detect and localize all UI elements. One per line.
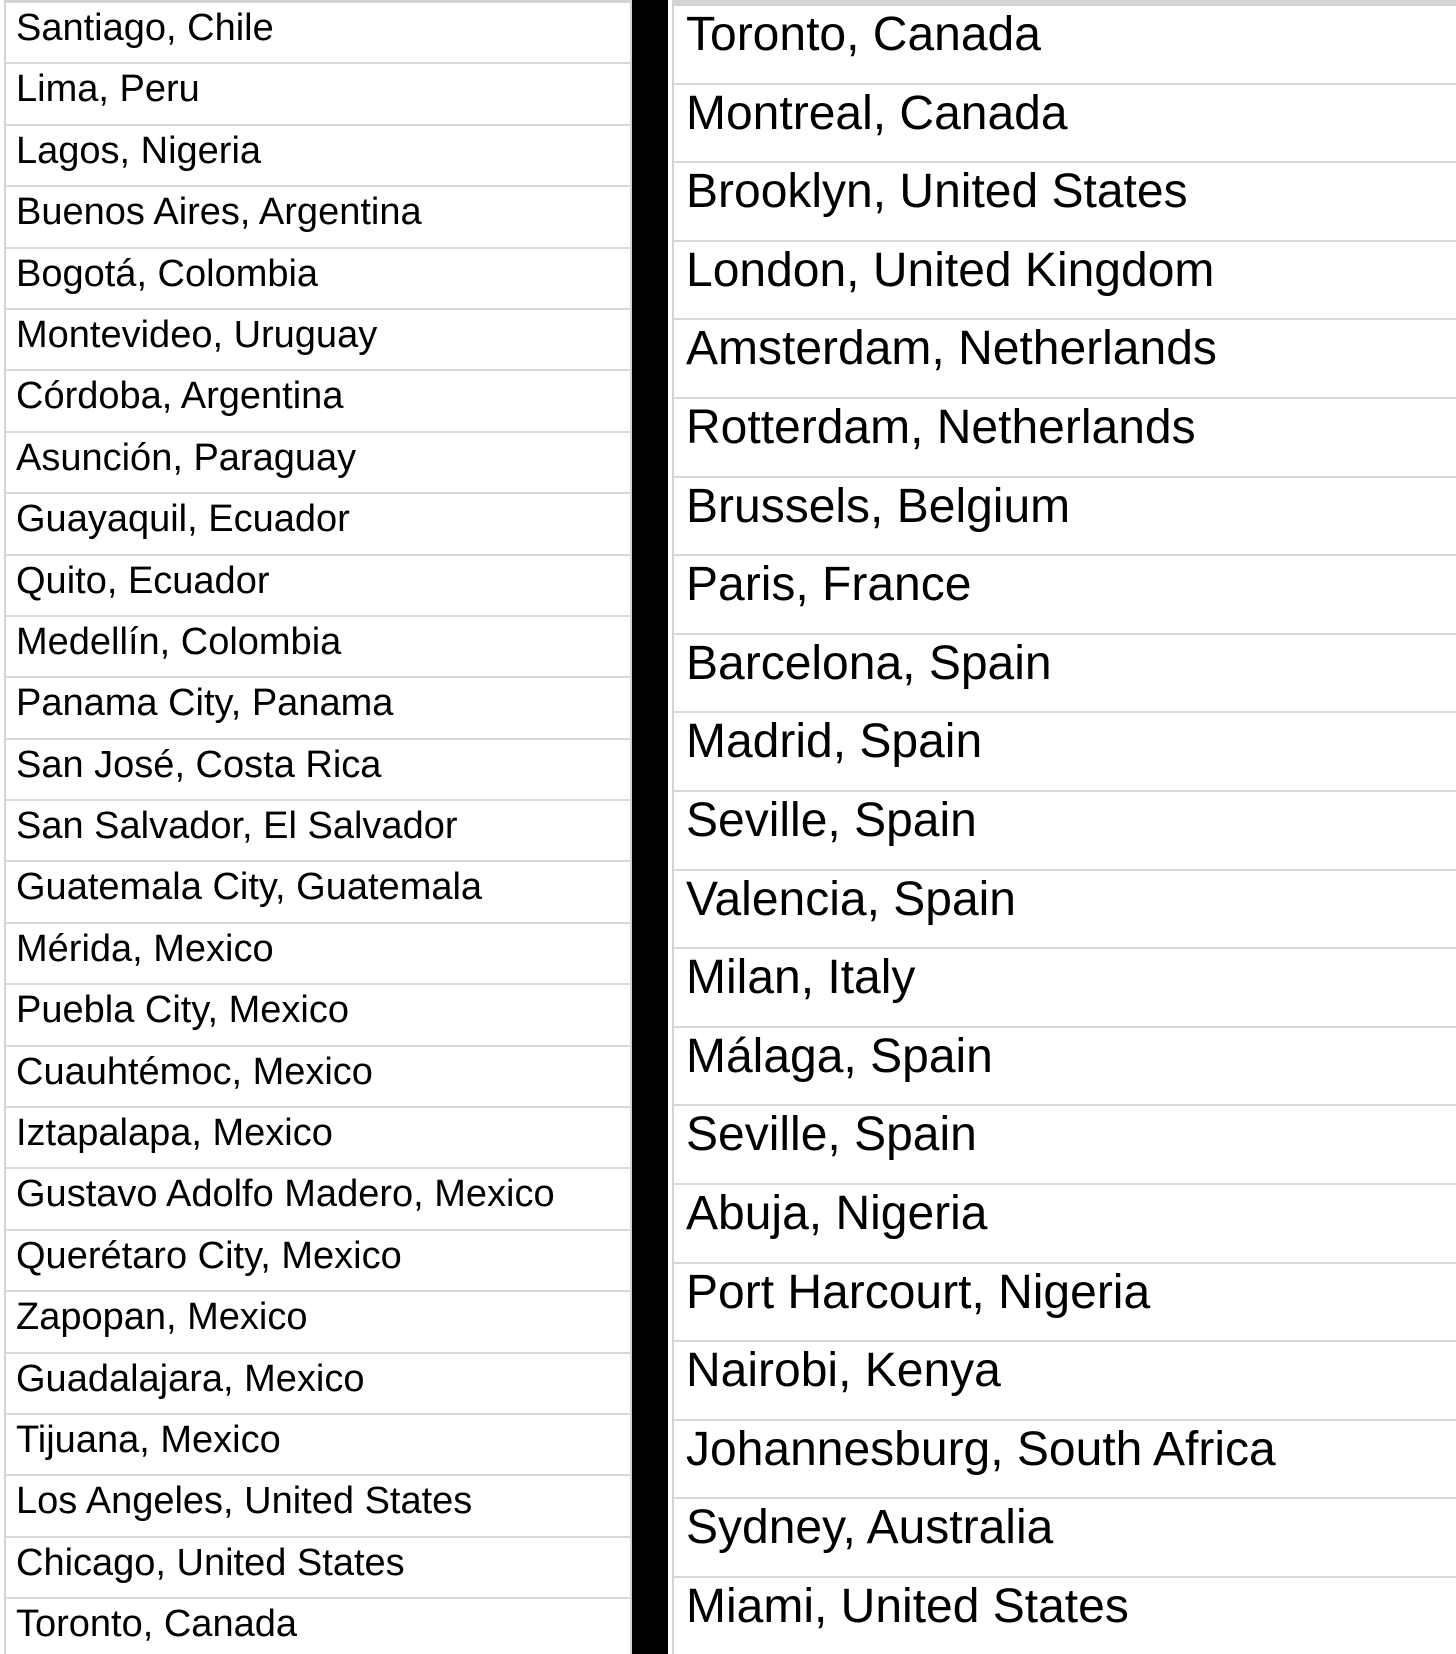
cell-text: Montevideo, Uruguay [16, 313, 378, 356]
cell-text: Lima, Peru [16, 68, 200, 111]
spreadsheet-cell[interactable] [674, 6, 1456, 85]
right-spreadsheet-panel [668, 0, 1456, 1654]
spreadsheet-cell[interactable] [6, 433, 630, 494]
spreadsheet-cell[interactable] [674, 713, 1456, 792]
spreadsheet-cell[interactable] [6, 1415, 630, 1476]
cell-text: Santiago, Chile [16, 7, 274, 49]
cell-text: Nairobi, Kenya [686, 1344, 1001, 1398]
cell-text: Port Harcourt, Nigeria [686, 1265, 1151, 1319]
cell-text: Valencia, Spain [686, 872, 1016, 926]
spreadsheet-cell[interactable] [6, 1169, 630, 1230]
cell-text: Brussels, Belgium [686, 479, 1071, 533]
spreadsheet-cell[interactable] [674, 478, 1456, 557]
spreadsheet-cell[interactable] [6, 187, 630, 248]
spreadsheet-cell[interactable] [6, 1538, 630, 1599]
spreadsheet-cell[interactable] [674, 399, 1456, 478]
spreadsheet-cell[interactable] [674, 1264, 1456, 1343]
cell-text: Rotterdam, Netherlands [686, 400, 1196, 454]
spreadsheet-cell[interactable] [674, 163, 1456, 242]
spreadsheet-cell[interactable] [6, 3, 630, 64]
cell-text: Cuauhtémoc, Mexico [16, 1050, 373, 1093]
spreadsheet-cell[interactable] [6, 1476, 630, 1537]
cell-text: Paris, France [686, 558, 972, 612]
spreadsheet-cell[interactable] [6, 310, 630, 371]
cell-text: Milan, Italy [686, 951, 916, 1005]
spreadsheet-cell[interactable] [6, 64, 630, 125]
spreadsheet-cell[interactable] [674, 1185, 1456, 1264]
left-spreadsheet-panel [0, 0, 632, 1654]
spreadsheet-cell[interactable] [6, 1354, 630, 1415]
cell-text: Zapopan, Mexico [16, 1296, 308, 1339]
cell-text: San Salvador, El Salvador [16, 805, 458, 848]
spreadsheet-cell[interactable] [674, 1342, 1456, 1421]
right-city-column [672, 0, 1456, 1654]
spreadsheet-cell[interactable] [674, 556, 1456, 635]
cell-text: Guayaquil, Ecuador [16, 498, 350, 541]
cell-text: Amsterdam, Netherlands [686, 322, 1217, 376]
cell-text: Quito, Ecuador [16, 559, 270, 602]
cell-text: Querétaro City, Mexico [16, 1234, 402, 1277]
cell-text: Guatemala City, Guatemala [16, 866, 483, 909]
cell-text: Los Angeles, United States [16, 1480, 473, 1523]
spreadsheet-cell[interactable] [6, 985, 630, 1046]
spreadsheet-cell[interactable] [674, 949, 1456, 1028]
spreadsheet-cell[interactable] [6, 862, 630, 923]
cell-text: Mérida, Mexico [16, 927, 274, 970]
cell-text: Bogotá, Colombia [16, 252, 319, 295]
cell-text: Toronto, Canada [16, 1603, 297, 1646]
cell-text: Abuja, Nigeria [686, 1186, 988, 1240]
spreadsheet-cell[interactable] [6, 556, 630, 617]
cell-text: Johannesburg, South Africa [686, 1422, 1276, 1476]
cell-text: Montreal, Canada [686, 86, 1068, 140]
cell-text: San José, Costa Rica [16, 743, 382, 786]
spreadsheet-cell[interactable] [674, 1578, 1456, 1654]
spreadsheet-cell[interactable] [6, 1231, 630, 1292]
cell-text: Gustavo Adolfo Madero, Mexico [16, 1173, 555, 1216]
spreadsheet-cell[interactable] [6, 1047, 630, 1108]
cell-text: Iztapalapa, Mexico [16, 1112, 333, 1155]
spreadsheet-cell[interactable] [674, 792, 1456, 871]
cell-text: Toronto, Canada [686, 8, 1041, 61]
spreadsheet-cell[interactable] [674, 1499, 1456, 1578]
cell-text: Chicago, United States [16, 1541, 405, 1584]
spreadsheet-cell[interactable] [674, 871, 1456, 950]
spreadsheet-cell[interactable] [674, 242, 1456, 321]
spreadsheet-cell[interactable] [6, 126, 630, 187]
spreadsheet-cell[interactable] [6, 801, 630, 862]
spreadsheet-cell[interactable] [6, 1108, 630, 1169]
cell-text: Panama City, Panama [16, 682, 394, 725]
cell-text: Brooklyn, United States [686, 165, 1188, 219]
cell-text: Seville, Spain [686, 1108, 977, 1162]
cell-text: Córdoba, Argentina [16, 375, 344, 418]
spreadsheet-cell[interactable] [6, 1292, 630, 1353]
spreadsheet-cell[interactable] [6, 740, 630, 801]
cell-text: Seville, Spain [686, 793, 977, 847]
cell-text: Málaga, Spain [686, 1029, 993, 1083]
cell-text: Sydney, Australia [686, 1501, 1054, 1555]
spreadsheet-cell[interactable] [6, 1599, 630, 1654]
spreadsheet-cell[interactable] [674, 1028, 1456, 1107]
spreadsheet-cell[interactable] [674, 635, 1456, 714]
cell-text: Asunción, Paraguay [16, 436, 357, 479]
spreadsheet-cell[interactable] [674, 1106, 1456, 1185]
cell-text: Medellín, Colombia [16, 620, 342, 663]
left-city-column [4, 0, 632, 1654]
cell-text: Madrid, Spain [686, 715, 983, 769]
spreadsheet-cell[interactable] [6, 494, 630, 555]
spreadsheet-cell[interactable] [674, 320, 1456, 399]
cell-text: Tijuana, Mexico [16, 1418, 281, 1461]
cell-text: Lagos, Nigeria [16, 129, 262, 172]
cell-text: Buenos Aires, Argentina [16, 191, 422, 234]
cell-text: Barcelona, Spain [686, 636, 1052, 690]
spreadsheet-cell[interactable] [6, 371, 630, 432]
spreadsheet-cell[interactable] [6, 617, 630, 678]
spreadsheet-cell[interactable] [674, 85, 1456, 164]
spreadsheet-cell[interactable] [6, 924, 630, 985]
spreadsheet-cell[interactable] [674, 1421, 1456, 1500]
spreadsheet-cell[interactable] [6, 249, 630, 310]
cell-text: Miami, United States [686, 1579, 1129, 1633]
cell-text: Guadalajara, Mexico [16, 1357, 365, 1400]
spreadsheet-cell[interactable] [6, 678, 630, 739]
cell-text: Puebla City, Mexico [16, 989, 349, 1032]
cell-text: London, United Kingdom [686, 243, 1215, 297]
